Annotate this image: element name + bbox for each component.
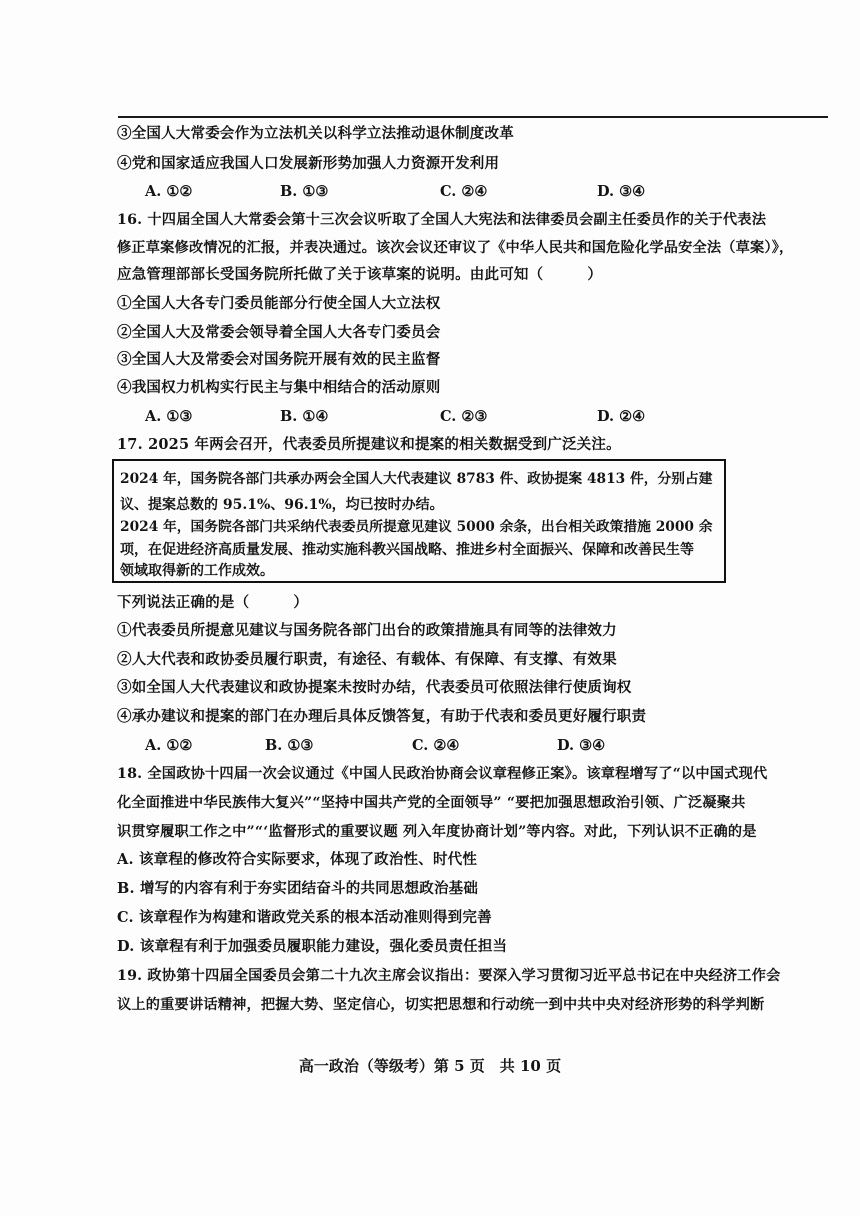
q17-stem: 17. 2025 年两会召开，代表委员所提建议和提案的相关数据受到广泛关注。	[117, 436, 621, 453]
q15-option-c: C. ②④	[440, 183, 488, 200]
q16-stem-line-2: 修正草案修改情况的汇报，并表决通过。该次会议还审议了《中华人民共和国危险化学品安全法（草案）》，	[117, 240, 794, 256]
q17-option-b: B. ①③	[265, 737, 314, 754]
q15-item-3: ③全国人大常委会作为立法机关以科学立法推动退休制度改革	[117, 125, 514, 142]
q17-option-d: D. ③④	[557, 737, 606, 754]
q16-stem-line-1: 16. 十四届全国人大常委会第十三次会议听取了全国人大宪法和法律委员会副主任委员作的关于代表法	[117, 212, 767, 228]
q17-item-1: ①代表委员所提意见建议与国务院各部门出台的政策措施具有同等的法律效力	[117, 622, 617, 639]
q16-option-b: B. ①④	[280, 408, 329, 425]
q16-item-4: ④我国权力机构实行民主与集中相结合的活动原则	[117, 379, 441, 396]
q17-material-line-1: 2024 年，国务院各部门共承办两会全国人大代表建议 8783 件、政协提案 4813 件，分别占建	[120, 471, 713, 487]
q17-material-box	[112, 459, 726, 583]
page-footer: 高一政治（等级考）第 5 页 共 10 页	[298, 1057, 562, 1075]
q18-option-d: D. 该章程有利于加强委员履职能力建设，强化委员责任担当	[117, 938, 508, 955]
q17-material-line-5: 领域取得新的工作成效。	[120, 563, 274, 579]
q17-material-line-2: 议、提案总数的 95.1%、96.1%，均已按时办结。	[120, 497, 444, 513]
q17-item-4: ④承办建议和提案的部门在办理后具体反馈答复，有助于代表和委员更好履行职责	[117, 708, 647, 725]
q16-stem-line-3: 应急管理部部长受国务院所托做了关于该草案的说明。由此可知（ ）	[117, 266, 603, 283]
q16-item-3: ③全国人大及常委会对国务院开展有效的民主监督	[117, 351, 441, 368]
q17-material-line-4: 项，在促进经济高质量发展、推动实施科教兴国战略、推进乡村全面振兴、保障和改善民生等	[120, 542, 694, 558]
q18-option-b: B. 增写的内容有利于夯实团结奋斗的共同思想政治基础	[117, 880, 479, 897]
q18-option-c: C. 该章程作为构建和谐政党关系的根本活动准则得到完善	[117, 909, 492, 926]
q18-option-a: A. 该章程的修改符合实际要求，体现了政治性、时代性	[117, 851, 478, 868]
q17-item-2: ②人大代表和政协委员履行职责，有途径、有载体、有保障、有支撑、有效果	[117, 651, 617, 668]
q17-item-3: ③如全国人大代表建议和政协提案未按时办结，代表委员可依照法律行使质询权	[117, 679, 632, 696]
q17-option-c: C. ②④	[412, 737, 460, 754]
q16-option-a: A. ①③	[145, 408, 193, 425]
q18-stem-line-2: 化全面推进中华民族伟大复兴”“坚持中国共产党的全面领导” “要把加强思想政治引领、广泛凝聚共	[117, 795, 746, 811]
q19-stem-line-2: 议上的重要讲话精神，把握大势、坚定信心，切实把思想和行动统一到中共中央对经济形势的科学判断	[117, 997, 765, 1013]
q17-question: 下列说法正确的是（ ）	[117, 594, 309, 611]
q19-stem-line-1: 19. 政协第十四届全国委员会第二十九次主席会议指出：要深入学习贯彻习近平总书记在中央经济工作会	[117, 968, 781, 984]
q16-option-c: C. ②③	[440, 408, 488, 425]
q15-option-d: D. ③④	[597, 183, 646, 200]
q15-item-4: ④党和国家适应我国人口发展新形势加强人力资源开发利用	[117, 155, 500, 172]
top-divider	[118, 116, 828, 118]
q16-item-1: ①全国人大各专门委员能部分行使全国人大立法权	[117, 295, 441, 312]
q18-stem-line-3: 识贯穿履职工作之中”“‘监督形式的重要议题 列入年度协商计划”等内容。对此，下列认识不正确的是	[117, 824, 757, 840]
q17-material-line-3: 2024 年，国务院各部门共采纳代表委员所提意见建议 5000 余条，出台相关政策措施 2000 余	[120, 519, 713, 535]
q18-stem-line-1: 18. 全国政协十四届一次会议通过《中国人民政治协商会议章程修正案》。该章程增写了“以中国式现代	[117, 766, 768, 782]
q17-option-a: A. ①②	[145, 737, 193, 754]
q15-option-b: B. ①③	[280, 183, 329, 200]
q15-option-a: A. ①②	[145, 183, 193, 200]
q16-item-2: ②全国人大及常委会领导着全国人大各专门委员会	[117, 324, 441, 341]
q16-option-d: D. ②④	[597, 408, 646, 425]
